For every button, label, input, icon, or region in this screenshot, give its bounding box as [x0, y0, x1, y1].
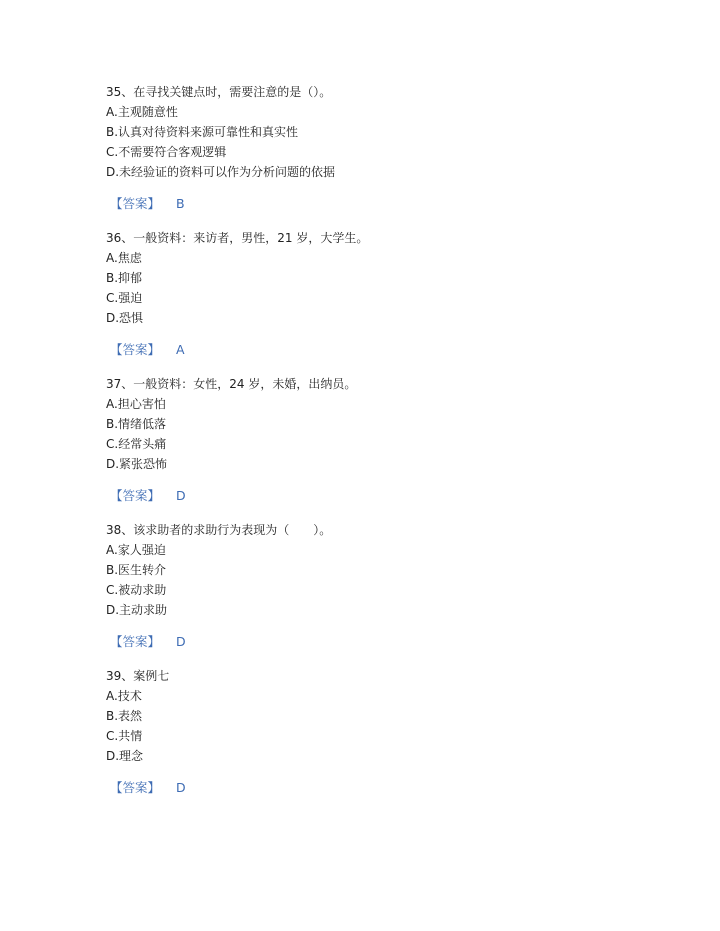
option-d: D.紧张恐怖 [106, 457, 168, 471]
answer-label: 【答案】 [110, 196, 161, 211]
option-a: A.焦虑 [106, 251, 142, 265]
option-c: C.经常头痛 [106, 437, 167, 451]
option-a: A.家人强迫 [106, 543, 166, 557]
answer-value: B [176, 196, 185, 211]
answer-value: D [176, 488, 186, 503]
option-a: A.技术 [106, 689, 142, 703]
question-stem: 36、一般资料：来访者，男性，21 岁，大学生。 [106, 231, 369, 245]
option-a: A.担心害怕 [106, 397, 166, 411]
option-b: B.抑郁 [106, 271, 143, 285]
option-d: D.主动求助 [106, 603, 168, 617]
option-c: C.共情 [106, 729, 143, 743]
question-36 [106, 228, 666, 360]
question-stem: 39、案例七 [106, 669, 170, 683]
answer-line [106, 632, 666, 652]
option-c: C.不需要符合客观逻辑 [106, 145, 227, 159]
question-stem: 35、在寻找关键点时，需要注意的是（）。 [106, 85, 332, 99]
option-c: C.被动求助 [106, 583, 167, 597]
answer-value: A [176, 342, 185, 357]
question-39 [106, 666, 666, 798]
question-stem: 38、该求助者的求助行为表现为（ ）。 [106, 523, 332, 537]
answer-label: 【答案】 [110, 780, 161, 795]
option-b: B.情绪低落 [106, 417, 167, 431]
answer-line [106, 194, 666, 214]
answer-label: 【答案】 [110, 634, 161, 649]
option-d: D.理念 [106, 749, 144, 763]
option-a: A.主观随意性 [106, 105, 178, 119]
question-38 [106, 520, 666, 652]
answer-value: D [176, 780, 186, 795]
question-35 [106, 82, 666, 214]
option-c: C.强迫 [106, 291, 143, 305]
answer-line [106, 340, 666, 360]
question-stem: 37、一般资料：女性，24 岁，未婚，出纳员。 [106, 377, 357, 391]
answer-label: 【答案】 [110, 342, 161, 357]
option-d: D.恐惧 [106, 311, 144, 325]
option-b: B.认真对待资料来源可靠性和真实性 [106, 125, 299, 139]
option-b: B.医生转介 [106, 563, 167, 577]
option-d: D.未经验证的资料可以作为分析问题的依据 [106, 165, 336, 179]
answer-line [106, 486, 666, 506]
answer-value: D [176, 634, 186, 649]
answer-label: 【答案】 [110, 488, 161, 503]
option-b: B.表然 [106, 709, 143, 723]
question-37 [106, 374, 666, 506]
answer-line [106, 778, 666, 798]
